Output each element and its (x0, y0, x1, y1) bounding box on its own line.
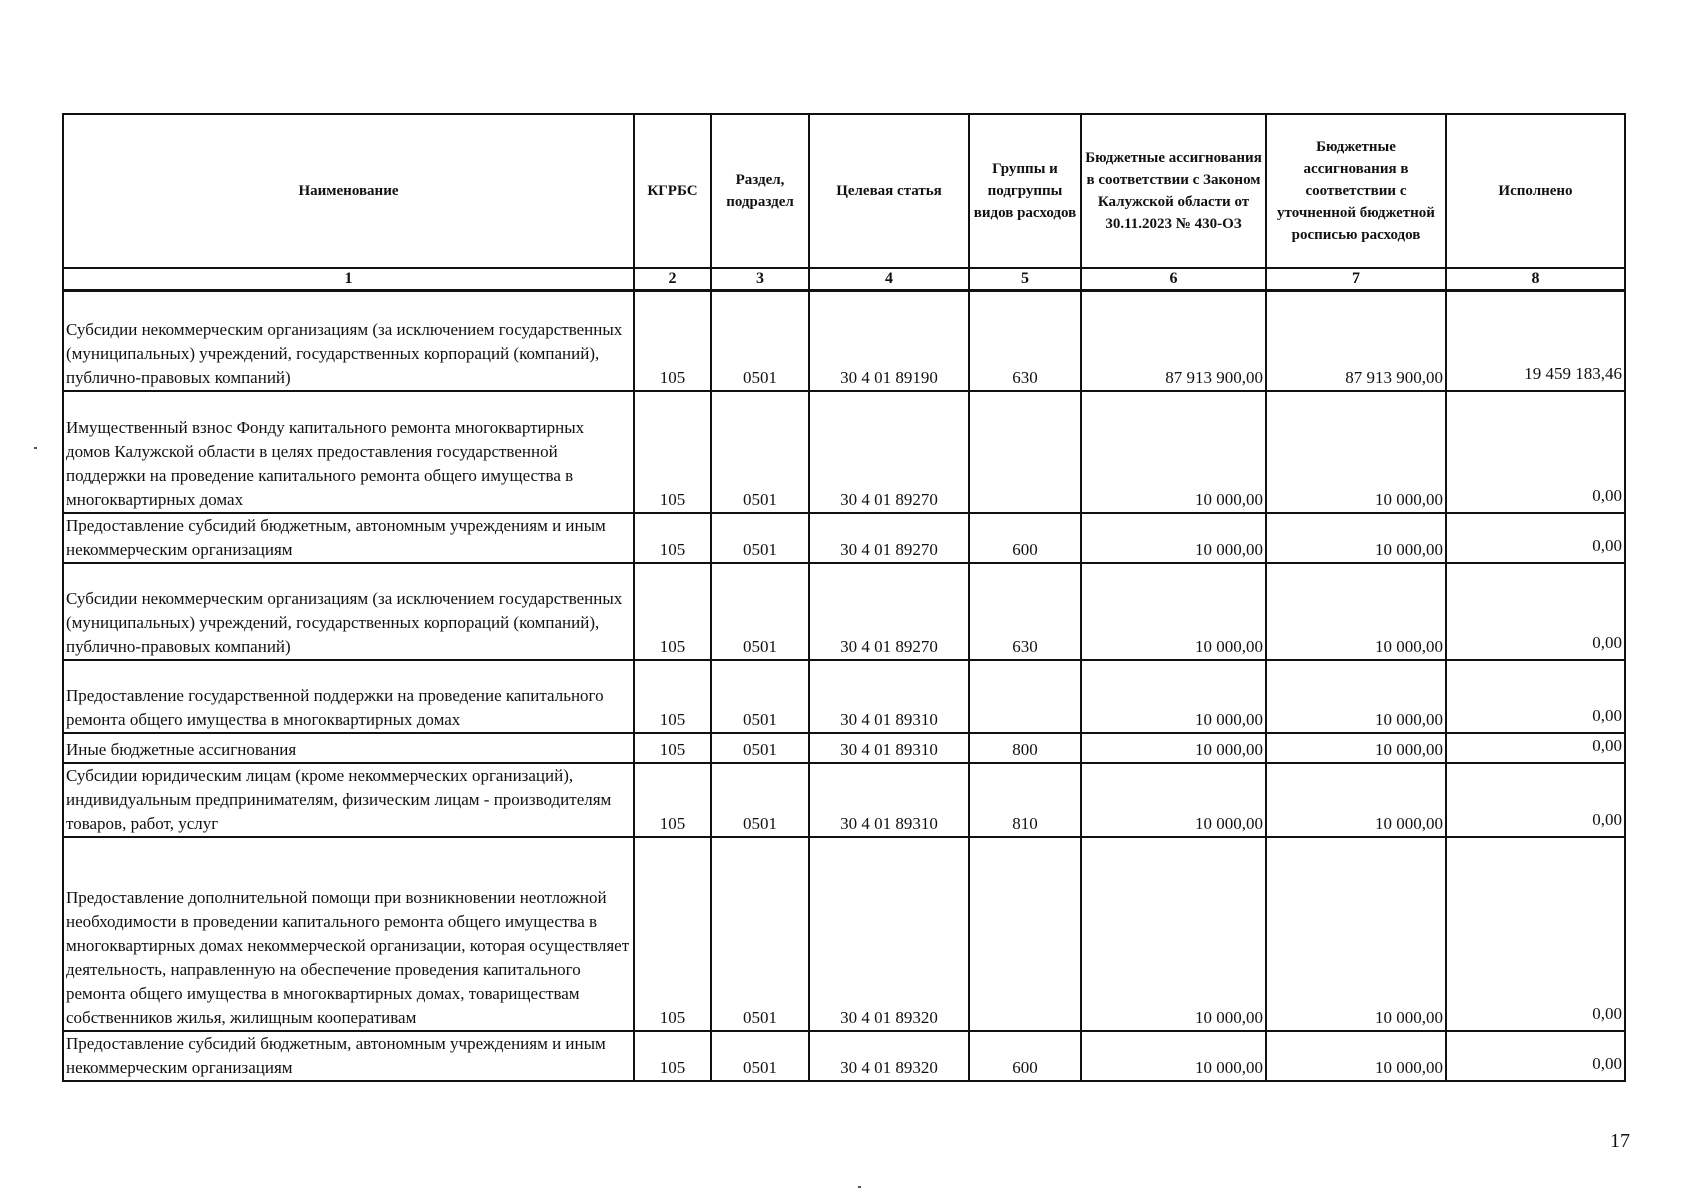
header-kgrbs: КГРБС (634, 114, 711, 268)
header-section: Раздел, подраздел (711, 114, 809, 268)
table-row (63, 563, 1625, 660)
scan-speck (858, 1186, 861, 1188)
header-group: Группы и подгруппы видов расходов (969, 114, 1081, 268)
column-number: 7 (1266, 268, 1446, 291)
row-name: Предоставление субсидий бюджетным, автономным учреждениям и иным некоммерческим организациям (63, 1031, 634, 1081)
row-law-amount: 10 000,00 (1081, 563, 1266, 660)
row-executed: 0,00 (1446, 1031, 1625, 1081)
row-executed: 19 459 183,46 (1446, 291, 1625, 391)
row-group (969, 837, 1081, 1031)
table-row (63, 513, 1625, 563)
row-group: 600 (969, 1031, 1081, 1081)
row-group: 810 (969, 763, 1081, 837)
header-target: Целевая статья (809, 114, 969, 268)
row-section: 0501 (711, 563, 809, 660)
row-refined-amount: 10 000,00 (1266, 1031, 1446, 1081)
row-refined-amount: 10 000,00 (1266, 763, 1446, 837)
row-group (969, 391, 1081, 513)
row-executed: 0,00 (1446, 660, 1625, 733)
row-law-amount: 10 000,00 (1081, 513, 1266, 563)
table-row (63, 391, 1625, 513)
row-target: 30 4 01 89310 (809, 733, 969, 763)
row-group: 630 (969, 291, 1081, 391)
row-target: 30 4 01 89190 (809, 291, 969, 391)
row-kgrbs: 105 (634, 563, 711, 660)
row-name: Имущественный взнос Фонду капитального ремонта многоквартирных домов Калужской области в целях предоставления государственной поддержки на проведение капитального ремонта общего имущества в многоквартирных домах (63, 391, 634, 513)
page-number: 17 (1610, 1130, 1630, 1152)
row-kgrbs: 105 (634, 391, 711, 513)
row-name: Субсидии юридическим лицам (кроме некоммерческих организаций), индивидуальным предпринимателям, физическим лицам - производителям товаров, работ, услуг (63, 763, 634, 837)
column-number: 4 (809, 268, 969, 291)
row-kgrbs: 105 (634, 291, 711, 391)
scan-speck (34, 447, 37, 449)
header-name: Наименование (63, 114, 634, 268)
row-target: 30 4 01 89270 (809, 391, 969, 513)
header-executed: Исполнено (1446, 114, 1625, 268)
column-number: 1 (63, 268, 634, 291)
row-group: 600 (969, 513, 1081, 563)
row-name: Предоставление государственной поддержки на проведение капитального ремонта общего имущества в многоквартирных домах (63, 660, 634, 733)
row-section: 0501 (711, 391, 809, 513)
row-section: 0501 (711, 291, 809, 391)
row-kgrbs: 105 (634, 763, 711, 837)
row-refined-amount: 10 000,00 (1266, 513, 1446, 563)
row-refined-amount: 87 913 900,00 (1266, 291, 1446, 391)
column-number: 8 (1446, 268, 1625, 291)
row-refined-amount: 10 000,00 (1266, 733, 1446, 763)
row-law-amount: 10 000,00 (1081, 1031, 1266, 1081)
row-law-amount: 10 000,00 (1081, 763, 1266, 837)
row-name: Субсидии некоммерческим организациям (за исключением государственных (муниципальных) учреждений, государственных корпораций (компаний), публично-правовых компаний) (63, 291, 634, 391)
column-number: 2 (634, 268, 711, 291)
table-row (63, 763, 1625, 837)
row-law-amount: 10 000,00 (1081, 733, 1266, 763)
row-target: 30 4 01 89270 (809, 513, 969, 563)
header-refined-allocation: Бюджетные ассигнования в соответствии с уточненной бюджетной росписью расходов (1266, 114, 1446, 268)
table-row (63, 733, 1625, 763)
row-target: 30 4 01 89310 (809, 660, 969, 733)
column-number: 5 (969, 268, 1081, 291)
row-refined-amount: 10 000,00 (1266, 837, 1446, 1031)
row-target: 30 4 01 89270 (809, 563, 969, 660)
row-kgrbs: 105 (634, 513, 711, 563)
row-law-amount: 87 913 900,00 (1081, 291, 1266, 391)
row-target: 30 4 01 89310 (809, 763, 969, 837)
row-executed: 0,00 (1446, 563, 1625, 660)
row-kgrbs: 105 (634, 733, 711, 763)
row-executed: 0,00 (1446, 763, 1625, 837)
header-row (63, 114, 1625, 268)
row-target: 30 4 01 89320 (809, 837, 969, 1031)
row-section: 0501 (711, 660, 809, 733)
header-law-allocation: Бюджетные ассигнования в соответствии с Законом Калужской области от 30.11.2023 № 430-ОЗ (1081, 114, 1266, 268)
row-refined-amount: 10 000,00 (1266, 391, 1446, 513)
row-law-amount: 10 000,00 (1081, 391, 1266, 513)
row-name: Субсидии некоммерческим организациям (за исключением государственных (муниципальных) учреждений, государственных корпораций (компаний), публично-правовых компаний) (63, 563, 634, 660)
row-kgrbs: 105 (634, 1031, 711, 1081)
row-section: 0501 (711, 733, 809, 763)
row-executed: 0,00 (1446, 733, 1625, 763)
column-number-row (63, 268, 1625, 291)
column-number: 3 (711, 268, 809, 291)
row-law-amount: 10 000,00 (1081, 837, 1266, 1031)
row-section: 0501 (711, 837, 809, 1031)
row-refined-amount: 10 000,00 (1266, 660, 1446, 733)
row-name: Предоставление дополнительной помощи при возникновении неотложной необходимости в проведении капитального ремонта общего имущества в многоквартирных домах некоммерческой организации, которая осуществляет деятельность, направленную на обеспечение проведения капитального ремонта общего имущества в многоквартирных домах, товариществам собственников жилья, жилищным кооперативам (63, 837, 634, 1031)
table-row (63, 291, 1625, 391)
row-group: 630 (969, 563, 1081, 660)
row-name: Предоставление субсидий бюджетным, автономным учреждениям и иным некоммерческим организациям (63, 513, 634, 563)
row-group: 800 (969, 733, 1081, 763)
row-target: 30 4 01 89320 (809, 1031, 969, 1081)
table-row (63, 660, 1625, 733)
row-group (969, 660, 1081, 733)
row-executed: 0,00 (1446, 513, 1625, 563)
row-kgrbs: 105 (634, 660, 711, 733)
row-section: 0501 (711, 1031, 809, 1081)
column-number: 6 (1081, 268, 1266, 291)
table-row (63, 837, 1625, 1031)
row-refined-amount: 10 000,00 (1266, 563, 1446, 660)
table-row (63, 1031, 1625, 1081)
row-executed: 0,00 (1446, 837, 1625, 1031)
row-kgrbs: 105 (634, 837, 711, 1031)
row-name: Иные бюджетные ассигнования (63, 733, 634, 763)
budget-table (62, 113, 1626, 1082)
row-section: 0501 (711, 763, 809, 837)
row-executed: 0,00 (1446, 391, 1625, 513)
row-law-amount: 10 000,00 (1081, 660, 1266, 733)
row-section: 0501 (711, 513, 809, 563)
